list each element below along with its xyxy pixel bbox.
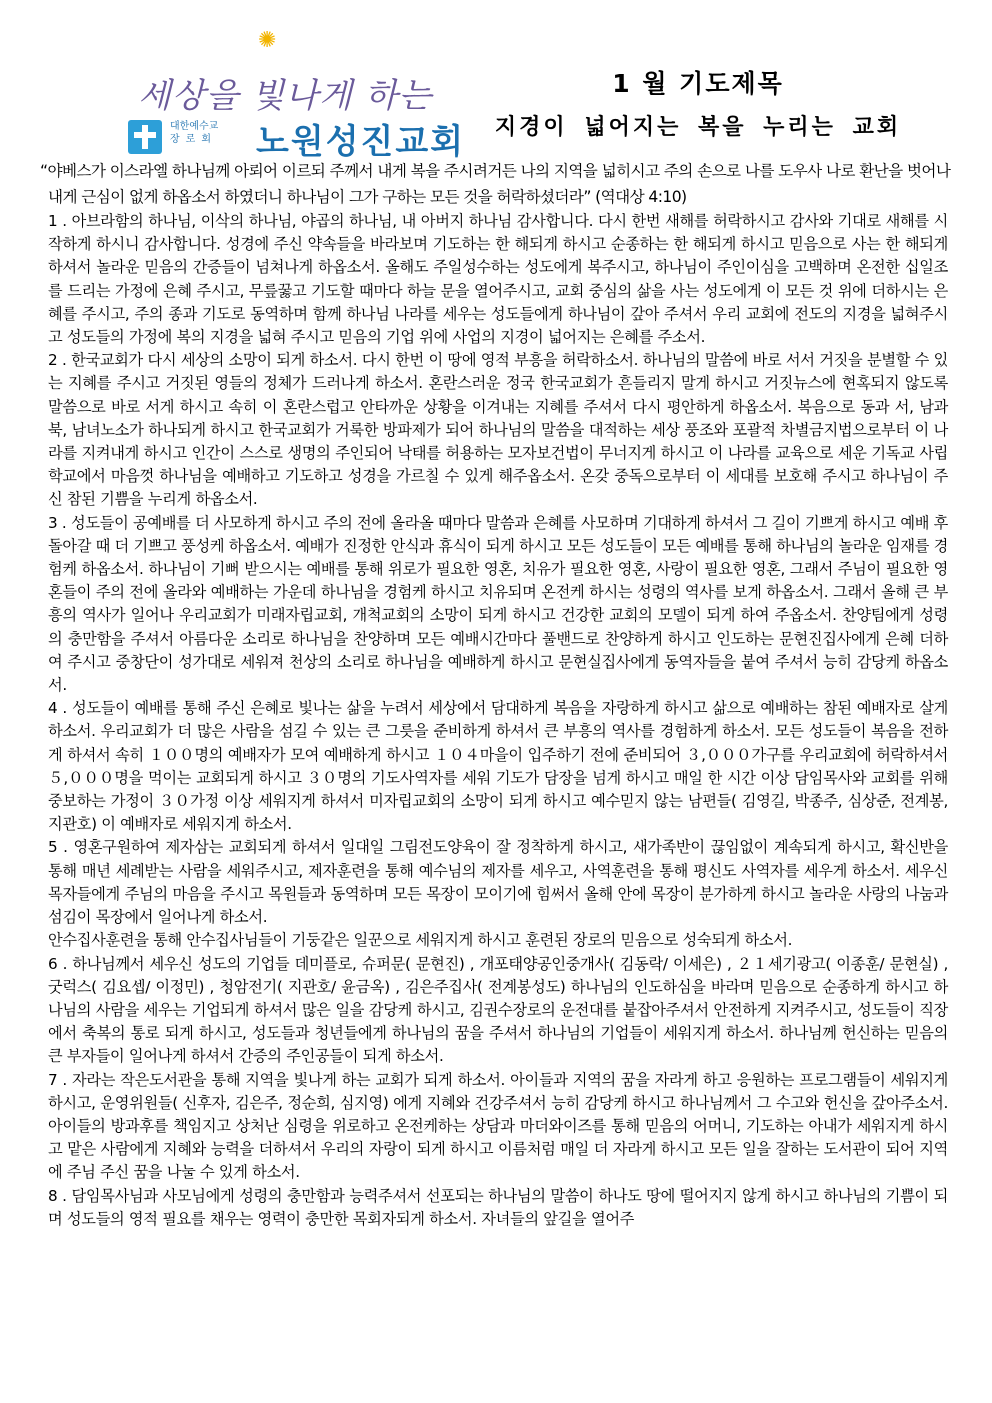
sun-rays-icon: ✺	[258, 28, 277, 53]
page-header	[0, 0, 992, 160]
cross-icon	[128, 120, 162, 154]
prayer-item-8: 8 . 담임목사님과 사모님에게 성령의 충만함과 능력주셔서 선포되는 하나님의 말씀이 하나도 땅에 떨어지지 않게 하시고 하나님의 기쁨이 되며 성도들의 영적 필요를 채우는 영력이 충만한 목회자되게 하소서. 자녀들의 앞길을 열어주	[48, 1186, 948, 1228]
prayer-item-7: 7 . 자라는 작은도서관을 통해 지역을 빛나게 하는 교회가 되게 하소서. 아이들과 지역의 꿈을 자라게 하고 응원하는 프로그램들이 세워지게 하시고, 운영위원들( 신후자, 김은주, 정순희, 심지영) 에게 지혜와 건강주셔서 능히 감당케 하시고 하나님께서 그 수고와 헌신을 갚아주소서. 아이들의 방과후를 책임지고 상처난 심령을 위로하고 온전케하는 상담과 마더와이즈를 통해 믿음의 어머니, 기도하는 아내가 세워지게 하시고 맡은 사람에게 지혜와 능력을 더하셔서 우리의 자랑이 되게 하시고 이름처럼 매일 더 자라게 하시고 모든 일을 잘하는 도서관이 되어 지역에 주님 주신 꿈을 나눌 수 있게 하소서.	[48, 1070, 948, 1182]
prayer-item-3: 3 . 성도들이 공예배를 더 사모하게 하시고 주의 전에 올라올 때마다 말씀과 은혜를 사모하며 기대하게 하셔서 그 길이 기쁘게 하시고 예배 후 돌아갈 때 더 기쁘고 풍성케 하옵소서. 예배가 진정한 안식과 휴식이 되게 하시고 모든 성도들이 모든 예배를 통해 하나님의 놀라운 임재를 경험케 하옵소서. 하나님이 기뻐 받으시는 예배를 통해 위로가 필요한 영혼, 치유가 필요한 영혼, 사랑이 필요한 영혼, 그래서 주님이 필요한 영혼들이 주의 전에 올라와 예배하는 가운데 하나님을 경험케 하시고 치유되며 온전케 하시는 성령의 역사를 보게 하옵소서. 그래서 올해 큰 부흥의 역사가 일어나 우리교회가 미래자립교회, 개척교회의 소망이 되게 하시고 건강한 교회의 모델이 되게 하여 주옵소서. 찬양팀에게 성령의 충만함을 주셔서 아름다운 소리로 하나님을 찬양하며 모든 예배시간마다 풀밴드로 찬양하게 하시고 인도하는 문현진집사에게 은혜 더하여 주시고 중창단이 성가대로 세워져 천상의 소리로 하나님을 예배하게 하시고 문현실집사에게 동역자들을 붙여 주셔서 능히 감당케 하옵소서.	[48, 513, 948, 695]
logo-slogan: 세상을 빛나게 하는	[138, 76, 433, 116]
prayer-item-2: 2 . 한국교회가 다시 세상의 소망이 되게 하소서. 다시 한번 이 땅에 영적 부흥을 허락하소서. 하나님의 말씀에 바로 서서 거짓을 분별할 수 있는 지혜를 주시고 거짓된 영들의 정체가 드러나게 하소서. 혼란스러운 정국 한국교회가 흔들리지 말게 하시고 거짓뉴스에 현혹되지 않도록 말씀으로 바로 서게 하시고 속히 이 혼란스럽고 안타까운 상황을 이겨내는 지혜를 주셔서 다시 평안하게 하옵소서. 복음으로 동과 서, 남과 북, 남녀노소가 하나되게 하시고 한국교회가 거룩한 방파제가 되어 하나님의 말씀을 대적하는 세상 풍조와 포괄적 차별금지법으로부터 이 나라를 지켜내게 하시고 인간이 스스로 생명의 주인되어 낙태를 허용하는 모자보건법이 무너지게 하시고 이 나라를 교육으로 세운 기독교 사립학교에서 마음껏 하나님을 예배하고 기도하고 성경을 가르칠 수 있게 해주옵소서. 온갖 중독으로부터 이 세대를 보호해 주시고 하나님이 주신 참된 기쁨을 누리게 하옵소서.	[48, 351, 948, 509]
denomination-line2: 장로회	[170, 134, 217, 145]
denomination-label	[170, 120, 250, 146]
title-block	[488, 64, 908, 141]
page-subtitle: 지경이 넓어지는 복을 누리는 교회	[494, 115, 902, 140]
prayer-item-5-addendum: 안수집사훈련을 통해 안수집사님들이 기둥같은 일꾼으로 세워지게 하시고 훈련된 장로의 믿음으로 성숙되게 하소서.	[48, 931, 793, 950]
prayer-item-1: 1 . 아브라함의 하나님, 이삭의 하나님, 야곱의 하나님, 내 아버지 하나님 감사합니다. 다시 한번 새해를 허락하시고 감사와 기대로 새해를 시작하게 하시니 감사합니다. 성경에 주신 약속들을 바라보며 기도하는 한 해되게 하시고 순종하는 한 해되게 하시고 믿음으로 사는 한 해되게 하셔서 놀라운 믿음의 간증들이 넘쳐나게 하옵소서. 올해도 주일성수하는 성도에게 복주시고, 하나님이 주인이심을 고백하며 온전한 십일조를 드리는 가정에 은혜 주시고, 무릎꿇고 기도할 때마다 하늘 문을 열어주시고, 교회 중심의 삶을 사는 성도에게 이 모든 것 위에 더하시는 은혜를 주시고, 주의 종과 기도로 동역하며 함께 하나님 나라를 세우는 성도들에게 하나님이 갚아 주셔서 우리 교회에 전도의 지경을 넓혀주시고 성도들의 가정에 복의 지경을 넓혀 주시고 믿음의 기업 위에 사업의 지경이 넓어지는 은혜를 주소서.	[48, 212, 948, 347]
scripture-verse	[40, 158, 952, 210]
church-name: 노원성진교회	[256, 122, 466, 162]
church-logo	[128, 28, 468, 162]
prayer-item-4: 4 . 성도들이 예배를 통해 주신 은혜로 빛나는 삶을 누려서 세상에서 담대하게 복음을 자랑하게 하시고 삶으로 예배하는 참된 예배자로 살게 하소서. 우리교회가 더 많은 사람을 섬길 수 있는 큰 그릇을 준비하게 하셔서 큰 부흥의 역사를 경험하게 하소서. 모든 성도들이 복음을 전하게 하셔서 속히 １００명의 예배자가 모여 예배하게 하시고 １０４마을이 입주하기 전에 준비되어 ３,０００가구를 우리교회에 허락하셔서 ５,０００명을 먹이는 교회되게 하시고 ３０명의 기도사역자를 세워 기도가 담장을 넘게 하시고 매일 한 시간 이상 담임목사와 교회를 위해 중보하는 가정이 ３０가정 이상 세워지게 하셔서 미자립교회의 소망이 되게 하시고 예수믿지 않는 남편들( 김영길, 박종주, 심상준, 전계봉, 지관호) 이 예배자로 세워지게 하소서.	[48, 699, 948, 834]
page-title: 1 월 기도제목	[612, 69, 784, 98]
prayer-item-5: 5 . 영혼구원하여 제자삼는 교회되게 하셔서 일대일 그림전도양육이 잘 정착하게 하시고, 새가족반이 끊임없이 계속되게 하시고, 확신반을 통해 매년 세례받는 사람을 세워주시고, 제자훈련을 통해 예수님의 제자를 세우고, 사역훈련을 통해 평신도 사역자를 세우게 하소서. 세우신 목자들에게 주님의 마음을 주시고 목원들과 동역하며 모든 목장이 모이기에 힘써서 올해 안에 목장이 분가하게 하시고 놀라운 사랑의 나눔과 섬김이 목장에서 일어나게 하소서.	[48, 838, 948, 927]
prayer-item-6: 6 . 하나님께서 세우신 성도의 기업들 데미플로, 슈퍼문( 문현진) , 개포태양공인중개사( 김동락/ 이세은) , ２１세기광고( 이종훈/ 문현실) , 굿럭스( 김요셉/ 이정민) , 청암전기( 지관호/ 윤금옥) , 김은주집사( 전계봉성도) 하나님의 인도하심을 바라며 믿음으로 순종하게 하시고 하나님의 사람을 세우는 기업되게 하셔서 많은 일을 감당케 하시고, 김권수장로의 운전대를 붙잡아주셔서 안전하게 지켜주시고, 성도들이 직장에서 축복의 통로 되게 하시고, 성도들과 청년들에게 하나님의 꿈을 주셔서 하나님의 기업들이 세워지게 하소서. 하나님께 헌신하는 믿음의 큰 부자들이 일어나게 하셔서 간증의 주인공들이 되게 하소서.	[48, 954, 948, 1066]
denomination-line1: 대한예수교	[170, 121, 219, 132]
verse-text: “야베스가 이스라엘 하나님께 아뢰어 이르되 주께서 내게 복을 주시려거든 나의 지역을 넓히시고 주의 손으로 나를 도우사 나로 환난을 벗어나 내게 근심이 없게 하옵소서 하였더니 하나님이 그가 구하는 모든 것을 허락하셨더라” (역대상 4:10)	[40, 162, 951, 206]
prayer-items	[48, 210, 948, 1231]
